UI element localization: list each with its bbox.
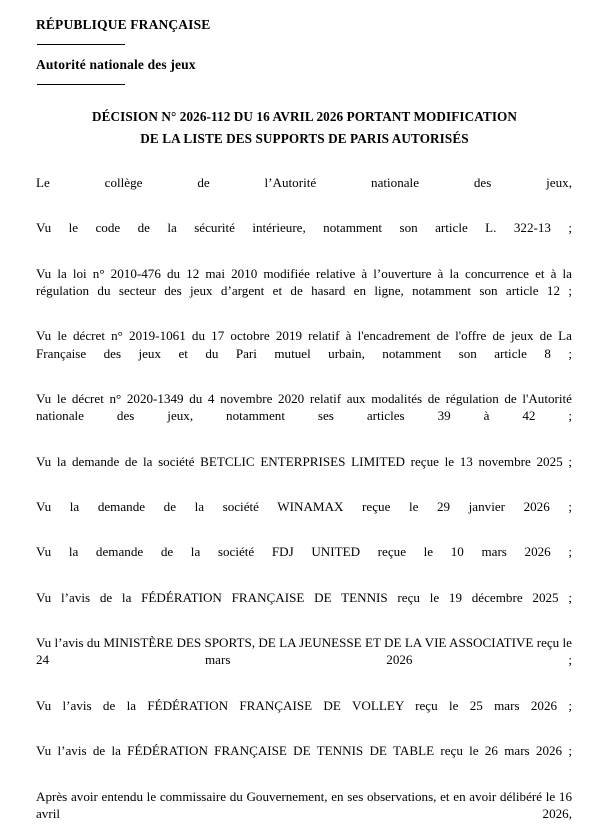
body-paragraph: Après avoir entendu le commissaire du Gouvernement, en ses observations, et en avoir délibéré le 16 avril 2026,	[36, 788, 572, 821]
document-body	[0, 174, 607, 839]
body-paragraph: Vu l’avis de la FÉDÉRATION FRANÇAISE DE TENNIS reçu le 19 décembre 2025 ;	[36, 589, 572, 605]
body-paragraph: Vu la demande de la société BETCLIC ENTERPRISES LIMITED reçue le 13 novembre 2025 ;	[36, 453, 572, 469]
body-paragraph: Vu l’avis de la FÉDÉRATION FRANÇAISE DE VOLLEY reçu le 25 mars 2026 ;	[36, 697, 572, 713]
republic-heading: RÉPUBLIQUE FRANÇAISE	[36, 17, 211, 32]
body-paragraph: Vu la loi n° 2010-476 du 12 mai 2010 modifiée relative à l’ouverture à la concurrence et à la régulation du secteur des jeux d’argent et de hasard en ligne, notamment son article 12 ;	[36, 265, 572, 299]
body-paragraph: Vu la demande de la société FDJ UNITED reçue le 10 mars 2026 ;	[36, 544, 572, 560]
letterhead	[0, 0, 607, 85]
body-paragraph: Vu le code de la sécurité intérieure, notamment son article L. 322-13 ;	[36, 220, 572, 236]
body-paragraph: Vu le décret n° 2020-1349 du 4 novembre 2020 relatif aux modalités de régulation de l'Autorité nationale des jeux, notamment ses articles 39 à 42 ;	[36, 391, 572, 424]
page-title-line-2: DE LA LISTE DES SUPPORTS DE PARIS AUTORISÉS	[140, 131, 469, 146]
page-title-line-1: DÉCISION N° 2026-112 DU 16 AVRIL 2026 PORTANT MODIFICATION	[91, 109, 518, 124]
authority-heading: Autorité nationale des jeux	[36, 57, 196, 72]
body-paragraph: Le collège de l’Autorité nationale des jeux,	[36, 175, 572, 190]
body-paragraph: Vu l’avis de la FÉDÉRATION FRANÇAISE DE TENNIS DE TABLE reçu le 26 mars 2026 ;	[36, 743, 572, 759]
letterhead-rule-bottom	[37, 84, 125, 85]
body-paragraph: Vu la demande de la société WINAMAX reçue le 29 janvier 2026 ;	[36, 499, 572, 515]
body-paragraph: Vu le décret n° 2019-1061 du 17 octobre 2019 relatif à l'encadrement de l'offre de jeux de La Française des jeux et du Pari mutuel urbain, notamment son article 8 ;	[36, 328, 572, 361]
page-title	[0, 106, 607, 150]
body-paragraph: Vu l’avis du MINISTÈRE DES SPORTS, DE LA JEUNESSE ET DE LA VIE ASSOCIATIVE reçu le 24 mars 2026 ;	[36, 635, 572, 668]
letterhead-rule-top	[37, 44, 125, 45]
